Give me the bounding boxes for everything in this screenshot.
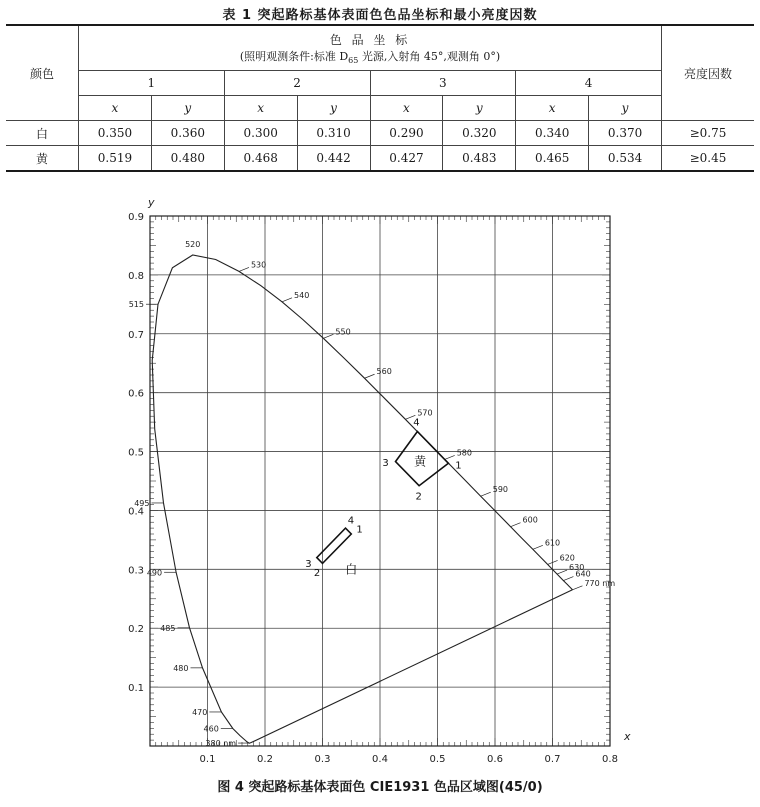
region-corner-label: 1 (356, 524, 363, 536)
region-corner-label: 1 (455, 460, 462, 472)
x-axis-label: x (624, 730, 631, 743)
y-header: y (151, 96, 224, 121)
wavelength-label: 570 (417, 408, 433, 418)
cell-value: 0.483 (443, 146, 516, 172)
wavelength-label: 530 (250, 260, 267, 270)
x-header: x (79, 96, 152, 121)
y-header: y (443, 96, 516, 121)
point-4-header: 4 (516, 71, 662, 96)
cell-value: 0.427 (370, 146, 443, 172)
x-tick-label: 0.1 (199, 754, 216, 765)
condition-text: (照明观测条件:标准 $D_{65}$ 光源,入射角 45°,观测角 0°) (239, 49, 501, 66)
cell-value: 0.360 (151, 121, 224, 146)
wavelength-tick (563, 577, 573, 581)
x-tick-label: 0.8 (602, 754, 618, 765)
cell-value: 0.290 (370, 121, 443, 146)
wavelength-label: 620 (559, 553, 575, 563)
cell-value: 0.465 (516, 146, 589, 172)
wavelength-label: 460 (203, 724, 219, 734)
wavelength-tick (282, 298, 292, 302)
table-row (6, 121, 754, 146)
cell-value: 0.534 (589, 146, 662, 172)
wavelength-label: 590 (492, 485, 509, 495)
wavelength-label: 610 (544, 538, 561, 548)
y-tick-label: 0.2 (128, 624, 144, 636)
wavelength-tick (511, 523, 521, 527)
y-tick-label: 0.7 (128, 329, 144, 341)
y-tick-label: 0.1 (128, 683, 144, 695)
cell-value: 0.370 (589, 121, 662, 146)
wavelength-label: 515 (128, 300, 144, 310)
row-color: 白 (6, 121, 79, 146)
x-tick-label: 0.4 (372, 754, 388, 765)
wavelength-label: 630 (569, 563, 585, 573)
wavelength-label: 520 (185, 239, 201, 249)
x-header: x (224, 96, 297, 121)
table-row (6, 146, 754, 172)
x-tick-label: 0.3 (314, 754, 331, 765)
coord-header-cell (79, 25, 662, 71)
wavelength-tick (365, 374, 375, 378)
wavelength-label: 485 (160, 623, 176, 633)
point-2-header: 2 (224, 71, 370, 96)
cell-value: 0.300 (224, 121, 297, 146)
wavelength-tick (445, 455, 455, 459)
wavelength-label: 495 (134, 498, 150, 508)
cell-value: 0.480 (151, 146, 224, 172)
cell-value: 0.442 (297, 146, 370, 172)
x-tick-label: 0.2 (257, 754, 273, 765)
wavelength-tick (572, 586, 582, 590)
wavelength-label: 550 (335, 327, 351, 337)
row-luminance: ≥0.75 (662, 121, 755, 146)
cell-value: 0.519 (79, 146, 152, 172)
chromaticity-table (6, 24, 754, 172)
wavelength-tick (557, 570, 567, 574)
y-header: y (297, 96, 370, 121)
wavelength-label: 480 (173, 663, 189, 673)
color-header: 颜色 (6, 25, 79, 121)
cell-value: 0.468 (224, 146, 297, 172)
coord-header: 色 品 坐 标 (329, 32, 411, 47)
point-1-header: 1 (79, 71, 225, 96)
wavelength-tick (323, 334, 333, 338)
y-axis-label: y (148, 196, 155, 209)
spectral-locus-line (152, 255, 572, 743)
y-tick-label: 0.6 (128, 388, 144, 400)
wavelength-label: 580 (456, 448, 472, 458)
region-corner-label: 2 (313, 567, 321, 579)
wavelength-label: 600 (522, 515, 538, 525)
y-tick-label: 0.5 (128, 447, 144, 459)
cell-value: 0.350 (79, 121, 152, 146)
region-corner-label: 4 (347, 515, 355, 527)
chromaticity-figure (0, 190, 760, 770)
yellow-region-label: 黄 (414, 454, 427, 469)
white-region-polygon (317, 528, 352, 563)
y-tick-label: 0.3 (128, 565, 144, 577)
purple-line (250, 590, 572, 743)
cell-value: 0.310 (297, 121, 370, 146)
row-luminance: ≥0.45 (662, 146, 755, 172)
table-title: 表 1 突起路标基体表面色色品坐标和最小亮度因数 (222, 8, 538, 23)
wavelength-label: 560 (376, 367, 392, 377)
region-corner-label: 4 (413, 417, 420, 429)
y-tick-label: 0.9 (128, 212, 144, 223)
wavelength-label: 770 nm (584, 578, 616, 588)
wavelength-label: 490 (146, 568, 163, 578)
cell-value: 0.320 (443, 121, 516, 146)
wavelength-label: 640 (575, 569, 591, 579)
x-tick-label: 0.6 (487, 754, 503, 765)
wavelength-tick (239, 267, 249, 271)
wavelength-label: 470 (192, 707, 208, 717)
row-color: 黄 (6, 146, 79, 172)
x-header: x (370, 96, 443, 121)
wavelength-label: 380 nm (205, 739, 237, 749)
cell-value: 0.340 (516, 121, 589, 146)
region-corner-label: 2 (415, 491, 422, 503)
luminance-header: 亮度因数 (662, 25, 755, 121)
cie-chart (0, 190, 760, 770)
wavelength-tick (481, 492, 491, 496)
y-tick-label: 0.8 (128, 270, 144, 282)
x-tick-label: 0.5 (429, 754, 446, 765)
point-3-header: 3 (370, 71, 516, 96)
x-tick-label: 0.7 (544, 754, 561, 765)
y-tick-label: 0.4 (128, 506, 144, 518)
white-region-label: 白 (345, 562, 358, 577)
y-header: y (589, 96, 662, 121)
figure-caption: 图 4 突起路标基体表面色 CIE1931 色品区域图(45/0) (217, 780, 543, 795)
wavelength-tick (533, 545, 543, 549)
region-corner-label: 3 (305, 559, 312, 571)
wavelength-label: 540 (294, 290, 310, 300)
x-header: x (516, 96, 589, 121)
region-corner-label: 3 (382, 457, 389, 469)
